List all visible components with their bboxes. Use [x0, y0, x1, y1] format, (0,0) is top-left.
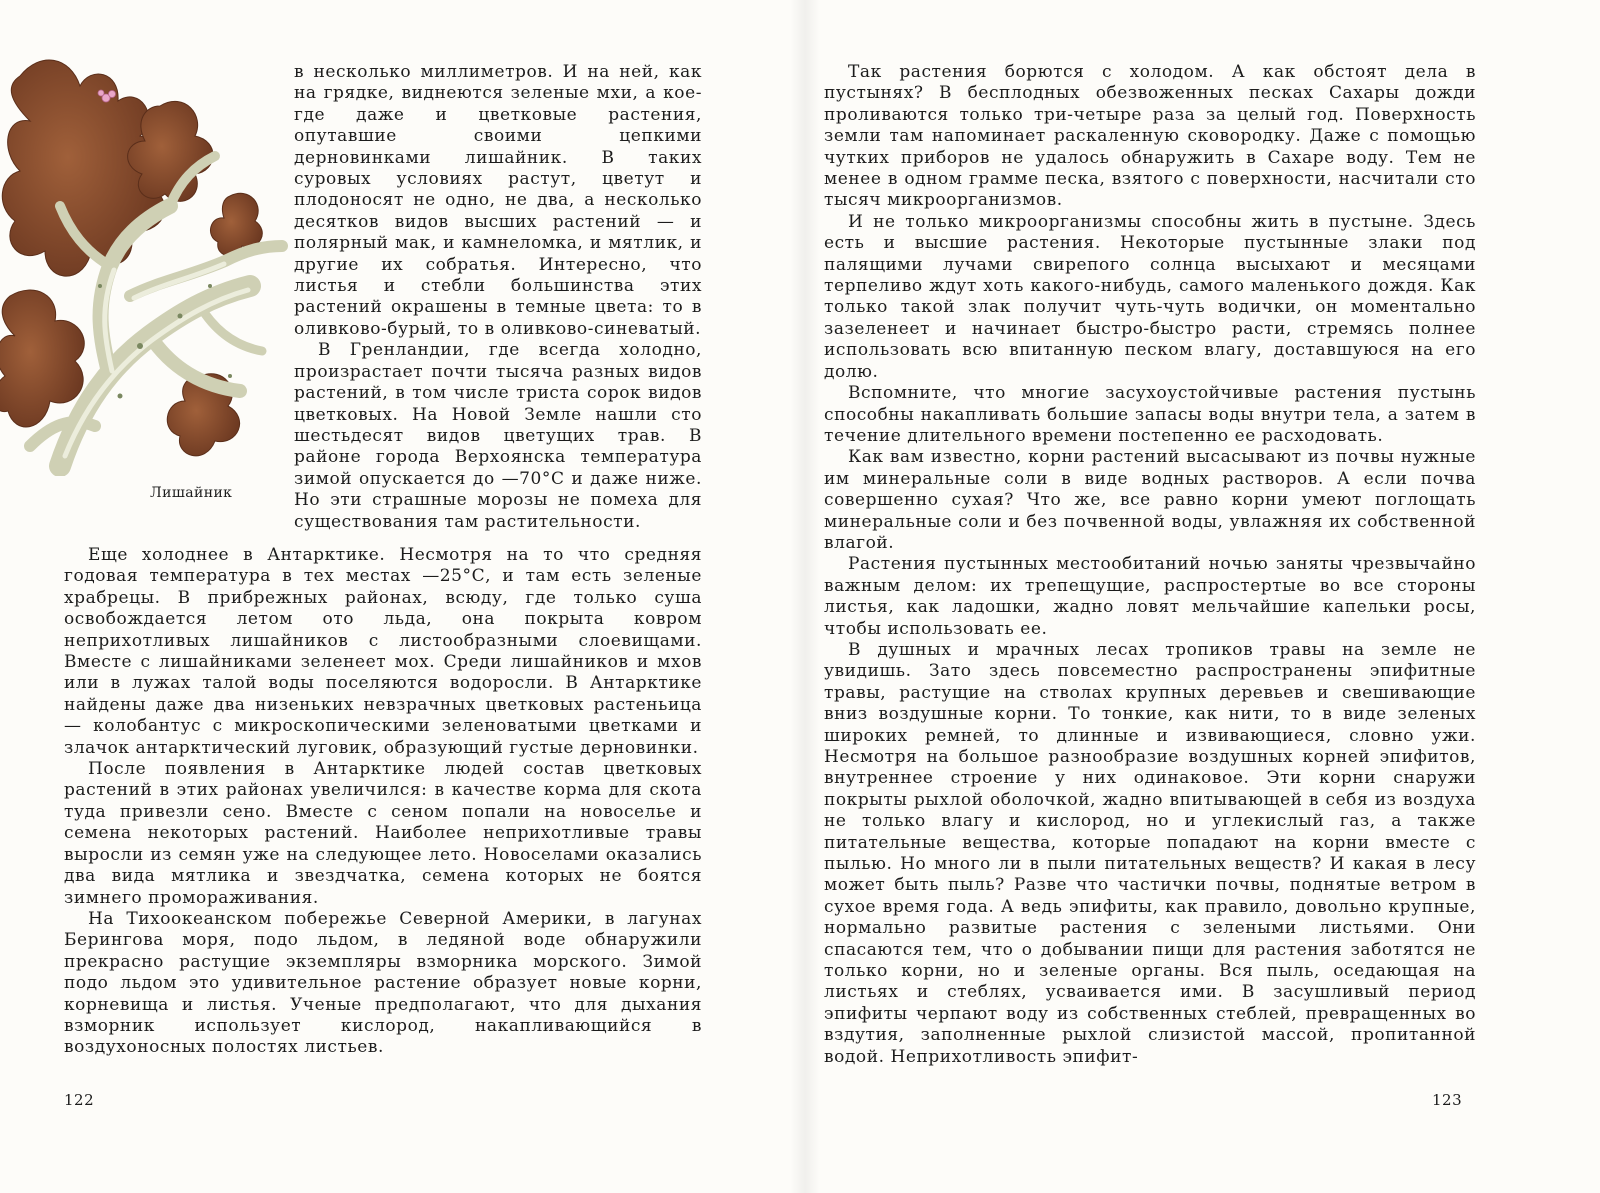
narrow-text-column	[294, 62, 702, 533]
paragraph: Вспомните, что многие засухоустойчивые растения пустынь способны накапливать большие запасы воды внутри тела, а затем в течение длительного времени постепенно ее расходовать.	[824, 383, 1476, 446]
paragraph: Так растения борются с холодом. А как обстоят дела в пустынях? В бесплодных обезвоженных песках Сахары дожди проливаются только три-четыре раза за целый год. Поверхность земли там напоминает раскаленную сковородку. Даже с помощью чутких приборов не удалось обнаружить в Сахаре воду. Тем не менее в одном грамме песка, взятого с поверхности, насчитали сто тысяч микроорганизмов.	[824, 62, 1476, 211]
page-number: 122	[64, 1091, 95, 1109]
right-text-column	[824, 62, 1476, 1068]
paragraph: Растения пустынных местообитаний ночью заняты чрезвычайно важным делом: их трепещущие, распростертые во все стороны листья, как ладошки, жадно ловят мельчайшие капельки росы, чтобы использовать ее.	[824, 554, 1476, 639]
paragraph: в несколько миллиметров. И на ней, как на грядке, виднеются зеленые мхи, а кое-где даже и цветковые растения, опутавшие своими цепкими дерновинками лишайник. В таких суровых условиях растут, цветут и плодоносят не одно, не два, а несколько десятков видов высших растений — и полярный мак, и камнеломка, и мятлик, и другие их собратья. Интересно, что листья и стебли большинства этих растений окрашены в темные цвета: то в оливково-бурый, то в оливково-синеватый.	[294, 62, 702, 339]
paragraph: Еще холоднее в Антарктике. Несмотря на то что средняя годовая температура в тех местах —25°С, и там есть зеленые храбрецы. В прибрежных районах, всюду, где только суша освобождается летом ото льда, она покрыта ковром неприхотливых лишайников с листообразными слоевищами. Вместе с лишайниками зеленеет мох. Среди лишайников и мхов или в лужах талой воды поселяются водоросли. В Антарктике найдены даже два низеньких невзрачных цветковых растеньица — колобантус с микроскопическими зеленоватыми цветками и злачок антарктический луговик, образующий густые дерновинки.	[64, 545, 702, 758]
paragraph: На Тихоокеанском побережье Северной Америки, в лагунах Берингова моря, подо льдом, в ледяной воде обнаружили прекрасно растущие экземпляры взморника морского. Зимой подо льдом это удивительное растение образует новые корни, корневища и листья. Ученые предполагают, что для дыхания взморник использует кислород, накапливающийся в воздухоносных полостях листьев.	[64, 908, 702, 1058]
lichen-image	[0, 46, 290, 476]
paragraph: Как вам известно, корни растений высасывают из почвы нужные им минеральные соли в виде водных растворов. А если почва совершенно сухая? Что же, все равно корни умеют поглощать минеральные соли и без почвенной воды, увлажняя их собственной влагой.	[824, 447, 1476, 553]
wide-text-column	[64, 545, 702, 1059]
left-page	[0, 0, 780, 1193]
paragraph: После появления в Антарктике людей состав цветковых растений в этих районах увеличился: в качестве корма для скота туда привезли сено. Вместе с сеном попали на новоселье и семена некоторых растений. Наиболее неприхотливые травы выросли из семян уже на следующее лето. Новоселами оказались два вида мятлика и звездчатка, семена которых не боятся зимнего промораживания.	[64, 759, 702, 908]
paragraph: В Гренландии, где всегда холодно, произрастает почти тысяча разных видов растений, в том числе триста сорок видов цветковых. На Новой Земле нашли сто шестьдесят видов цветущих трав. В районе города Верхоянска температура зимой опускается до —70°С и даже ниже. Но эти страшные морозы не помеха для существования там растительности.	[294, 340, 702, 532]
paragraph: И не только микроорганизмы способны жить в пустыне. Здесь есть и высшие растения. Некоторые пустынные злаки под палящими лучами свирепого солнца высыхают и месяцами терпеливо ждут хоть какого-нибудь, самого маленького дождя. Как только такой злак получит чуть-чуть водички, он моментально зазеленеет и начинает быстро-быстро расти, стремясь полнее использовать всю впитанную песком влагу, доставшуюся на его долю.	[824, 211, 1476, 382]
page-number: 123	[1432, 1091, 1463, 1109]
right-page	[820, 0, 1600, 1193]
paragraph: В душных и мрачных лесах тропиков травы на земле не увидишь. Зато здесь повсеместно распространены эпифитные травы, растущие на стволах крупных деревьев и свешивающие вниз воздушные корни. То тонкие, как нити, то в виде зеленых широких ремней, то длинные и извивающиеся, словно ужи. Несмотря на большое разнообразие воздушных корней эпифитов, внутреннее строение у них одинаковое. Эти корни снаружи покрыты рыхлой оболочкой, жадно впитывающей в себя из воздуха не только влагу и кислород, но и углекислый газ, а также питательные вещества, которые попадают на корни вместе с пылью. Но много ли в пыли питательных веществ? И какая в лесу может быть пыль? Разве что частички почвы, поднятые ветром в сухое время года. А ведь эпифиты, как правило, довольно крупные, нормально развитые растения с зелеными листьями. Они спасаются тем, что о добывании пищи для растения заботятся не только корни, но и зеленые органы. Вся пыль, оседающая на листьях и стеблях, усваивается ими. В засушливый период эпифиты черпают воду из собственных стеблей, превращенных во вздутия, заполненные рыхлой слизистой массой, пропитанной водой. Неприхотливость эпифит-	[824, 639, 1476, 1067]
figure-caption: Лишайник	[150, 485, 233, 501]
lichen-illustration	[0, 46, 290, 476]
book-gutter	[790, 0, 820, 1193]
